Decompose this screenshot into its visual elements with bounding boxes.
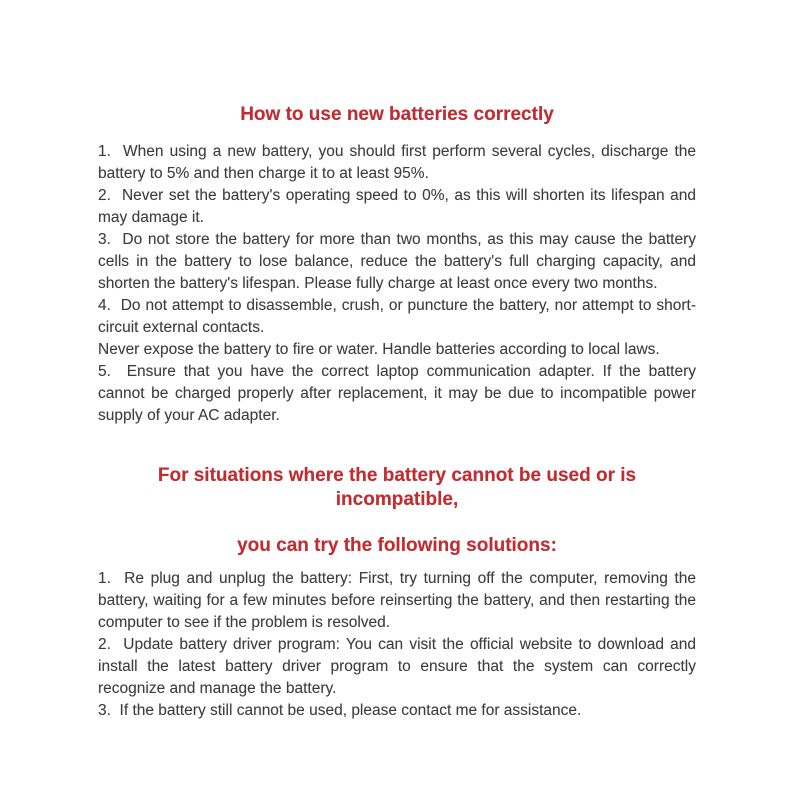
- section1-body: [98, 141, 696, 427]
- section2-body: [98, 568, 696, 722]
- instruction-paragraph: 4. Do not attempt to disassemble, crush, or puncture the battery, nor attempt to short-circuit external contacts.: [98, 297, 696, 336]
- instruction-paragraph: 3. Do not store the battery for more than two months, as this may cause the battery cells in the battery to lose balance, reduce the battery's full charging capacity, and shorten the battery's lifespan. Please fully charge at least once every two months.: [98, 231, 696, 292]
- instruction-paragraph: Never expose the battery to fire or water. Handle batteries according to local laws.: [98, 341, 660, 358]
- instruction-paragraph: 1. When using a new battery, you should first perform several cycles, discharge the battery to 5% and then charge it to at least 95%.: [98, 143, 696, 182]
- section2-title-line1: For situations where the battery cannot be used or is incompatible,: [157, 465, 637, 510]
- instruction-paragraph: 2. Never set the battery's operating speed to 0%, as this will shorten its lifespan and may damage it.: [98, 187, 696, 226]
- section1-title: How to use new batteries correctly: [240, 104, 554, 125]
- section2-title-line2: you can try the following solutions:: [237, 535, 557, 556]
- instruction-paragraph: 5. Ensure that you have the correct laptop communication adapter. If the battery cannot be charged properly after replacement, it may be due to incompatible power supply of your AC adapter.: [98, 363, 696, 424]
- solution-paragraph: 3. If the battery still cannot be used, please contact me for assistance.: [98, 702, 582, 719]
- solution-paragraph: 1. Re plug and unplug the battery: First, try turning off the computer, removing the battery, waiting for a few minutes before reinserting the battery, and then restarting the computer to see if the problem is resolved.: [98, 570, 696, 631]
- solution-paragraph: 2. Update battery driver program: You can visit the official website to download and install the latest battery driver program to ensure that the system can correctly recognize and manage the battery.: [98, 636, 696, 697]
